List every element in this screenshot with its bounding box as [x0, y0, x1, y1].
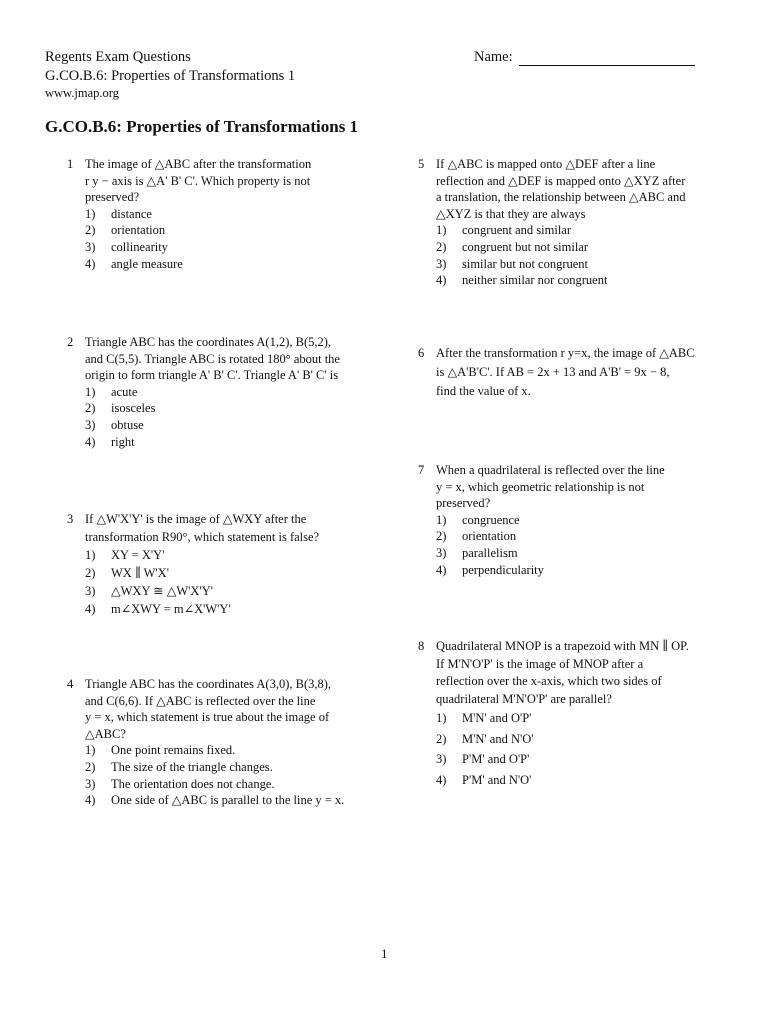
answer-option: 1) XY = X'Y'	[85, 548, 165, 562]
question-text-line: The image of △ABC after the transformation	[85, 157, 312, 171]
answer-option: 4) perpendicularity	[436, 562, 544, 577]
answer-option: 4) neither similar nor congruent	[436, 273, 608, 288]
question-text-line: If M'N'O'P' is the image of MNOP after a	[436, 656, 644, 671]
question-text-line: origin to form triangle A' B' C'. Triangle A' B' C' is	[85, 368, 339, 383]
question-text-line: r y − axis is △A' B' C'. Which property is not	[85, 173, 311, 188]
question-text-line: y = x, which geometric relationship is not	[436, 479, 645, 494]
question-number: 1	[67, 157, 74, 171]
answer-option: 3) parallelism	[436, 545, 518, 560]
question-text-line: y = x, which statement is true about the image of	[85, 710, 330, 725]
question-text-line: find the value of x.	[436, 384, 531, 398]
name-field	[474, 48, 695, 66]
answer-option: 3) collinearity	[85, 239, 168, 254]
question-text-line: is △A'B'C'. If AB = 2x + 13 and A'B' = 9x − 8,	[436, 365, 670, 379]
question-text-line: and C(6,6). If △ABC is reflected over the line	[85, 693, 316, 708]
answer-option: 1) acute	[85, 384, 138, 399]
header-line2: G.CO.B.6: Properties of Transformations 1	[45, 68, 296, 84]
answer-option: 3) P'M' and O'P'	[436, 752, 530, 766]
question-number: 2	[67, 335, 74, 349]
header-website: www.jmap.org	[45, 86, 119, 100]
question-2	[67, 334, 340, 450]
answer-option: 2) WX ∥ W'X'	[85, 566, 169, 580]
answer-option: 2) isosceles	[85, 401, 156, 416]
question-text-line: quadrilateral M'N'O'P' are parallel?	[436, 691, 612, 706]
question-text-line: transformation R90°, which statement is false?	[85, 530, 320, 544]
question-text-line: and C(5,5). Triangle ABC is rotated 180° about the	[85, 351, 340, 366]
question-8	[418, 638, 689, 789]
question-3	[67, 510, 320, 618]
answer-option: 3) obtuse	[85, 417, 144, 432]
question-text-line: reflection over the x-axis, which two sides of	[436, 674, 662, 688]
question-text-line: After the transformation r y=x, the image of △ABC	[436, 346, 695, 360]
question-text-line: When a quadrilateral is reflected over the line	[436, 463, 665, 477]
answer-option: 4) P'M' and N'O'	[436, 772, 532, 787]
question-number: 4	[67, 677, 74, 691]
question-text-line: If △ABC is mapped onto △DEF after a line	[436, 157, 656, 171]
answer-option: 2) orientation	[436, 529, 517, 544]
name-blank-line	[519, 51, 695, 66]
question-text-line: preserved?	[436, 496, 491, 511]
page-title: G.CO.B.6: Properties of Transformations 1	[45, 117, 359, 136]
answer-option: 3) The orientation does not change.	[85, 776, 275, 791]
question-text-line: preserved?	[85, 190, 140, 205]
question-number: 5	[418, 157, 425, 171]
answer-option: 1) congruent and similar	[436, 223, 571, 238]
question-1	[67, 156, 312, 272]
answer-option: 4) One side of △ABC is parallel to the line y = x.	[85, 793, 345, 808]
answer-option: 1) M'N' and O'P'	[436, 711, 532, 725]
answer-option: 1) congruence	[436, 512, 520, 527]
question-number: 3	[67, 512, 74, 526]
answer-option: 1) One point remains fixed.	[85, 743, 236, 758]
question-7	[418, 462, 665, 578]
answer-option: 3) similar but not congruent	[436, 256, 589, 271]
question-text-line: Triangle ABC has the coordinates A(1,2), B(5,2),	[85, 335, 332, 349]
question-number: 8	[418, 639, 425, 653]
answer-option: 1) distance	[85, 206, 152, 221]
answer-option: 2) orientation	[85, 223, 166, 238]
answer-option: 4) m∠XWY = m∠X'W'Y'	[85, 602, 231, 616]
question-number: 7	[418, 463, 425, 477]
page-number: 1	[381, 946, 388, 961]
answer-option: 2) congruent but not similar	[436, 239, 589, 254]
answer-option: 4) angle measure	[85, 256, 183, 271]
question-4	[67, 676, 345, 809]
question-text-line: If △W'X'Y' is the image of △WXY after the	[85, 512, 307, 526]
question-number: 6	[418, 346, 425, 360]
answer-option: 4) right	[85, 434, 135, 449]
question-text-line: Triangle ABC has the coordinates A(3,0), B(3,8),	[85, 677, 332, 691]
answer-option: 3) △WXY ≅ △W'X'Y'	[85, 584, 213, 598]
question-6	[418, 344, 695, 401]
question-5	[418, 156, 686, 289]
question-text-line: △ABC?	[85, 726, 126, 741]
question-text-line: Quadrilateral MNOP is a trapezoid with MN ∥ OP.	[436, 639, 689, 653]
question-text-line: a translation, the relationship between △ABC and	[436, 190, 686, 205]
name-label: Name:	[474, 49, 513, 65]
question-text-line: △XYZ is that they are always	[436, 206, 586, 221]
answer-option: 2) M'N' and N'O'	[436, 731, 534, 746]
answer-option: 2) The size of the triangle changes.	[85, 759, 273, 774]
question-text-line: reflection and △DEF is mapped onto △XYZ after	[436, 173, 686, 188]
header-line1: Regents Exam Questions	[45, 49, 191, 65]
